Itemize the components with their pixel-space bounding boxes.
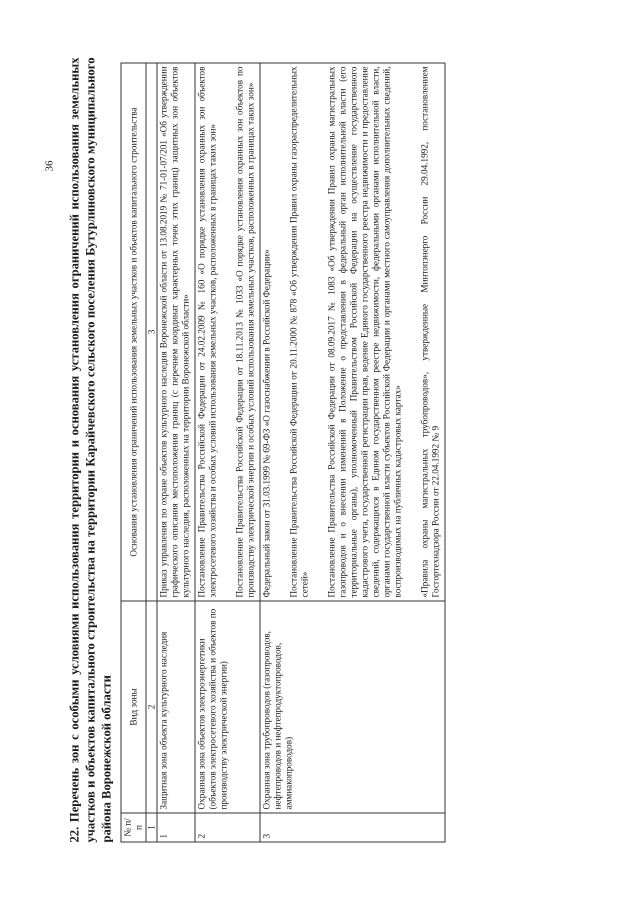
- document-content: [67, 58, 446, 843]
- column-number-row: [146, 63, 157, 842]
- zone-type-cell: Защитная зона объекта культурного наследия: [157, 601, 195, 813]
- basis-paragraph: Федеральный закон от 31.03.1999 № 69-ФЗ «О газоснабжении в Российской Федерации»: [261, 249, 272, 598]
- rotated-page: [1, 0, 640, 905]
- basis-paragraph: Приказ управления по охране объектов культурного наследия Воронежской области от 13.08.2019 № 71-01-07/201 «Об утверждении графического описания местоположения границ (с перечнем координат характерных точек этих границ) защитных зон объектов культурного наследия, расположенных на территории Воронежской области»: [158, 66, 191, 598]
- page-number: 36: [43, 160, 56, 172]
- basis-paragraph: Постановление Правительства Российской Федерации от 24.02.2009 № 160 «О порядке установления охранных зон объектов электросетевого хозяйства и особых условий использования земельных участков, расположенных в границах таких зон»: [196, 66, 218, 598]
- zones-table: [121, 63, 446, 843]
- zone-type-cell: Охранная зона трубопроводов (газопроводов, нефтепроводов и нефтепродуктопроводов, аммиакопроводов): [260, 601, 445, 813]
- document-title: 22. Перечень зон с особыми условиями использования территории и основания установления ограничений использования земельных участков и объектов капитального строительства на территории Карайчевского сельского поселения Бутурлиновского муниципального района Воронежской области: [67, 57, 114, 843]
- table-row: [157, 63, 195, 842]
- row-num: 1: [157, 813, 195, 842]
- basis-paragraph: Постановление Правительства Российской Федерации от 20.11.2000 № 878 «Об утверждении Правил охраны газораспределительных сетей»: [288, 66, 310, 598]
- zone-type-cell: Охранная зона объектов электроэнергетики (объектов электросетевого хозяйства и объектов по производству электрической энергии): [195, 601, 260, 813]
- basis-paragraph: Постановление Правительства Российской Федерации от 08.09.2017 № 1083 «Об утверждении Правил охраны магистральных газопроводов и о внесении изменений в Положение о представлении в федеральный орган исполнительной власти (его территориальные органы), уполномоченный Правительством Российской Федерации на осуществление государственного кадастрового учета, государственной регистрации прав, ведение Единого государственного реестра недвижимости и предоставление сведений, содержащихся в Едином государственном реестре недвижимости, федеральными органами исполнительной власти, органами государственной власти субъектов Российской Федерации и органами местного самоуправления дополнительных сведений, воспроизводимых на публичных кадастровых картах»: [326, 66, 403, 598]
- basis-cell: [157, 63, 195, 601]
- column-number: 3: [146, 63, 157, 601]
- table-row: [195, 63, 260, 842]
- header-basis: Основания установления ограничений использования земельных участков и объектов капитального строительства: [121, 63, 146, 601]
- header-row: [121, 63, 146, 842]
- row-num: 3: [260, 813, 445, 842]
- column-number: 1: [146, 813, 157, 842]
- column-number: 2: [146, 601, 157, 813]
- header-num: № п/п: [121, 813, 146, 842]
- basis-cell: [195, 63, 260, 601]
- header-zone-type: Вид зоны: [121, 601, 146, 813]
- basis-paragraph: Постановление Правительства Российской Федерации от 18.11.2013 № 1033 «О порядке установления охранных зон объектов по производству электрической энергии и особых условий использования земельных участков, расположенных в границах таких зон»: [234, 66, 256, 598]
- basis-paragraph: «Правила охраны магистральных трубопроводов», утвержденные Минтопэнерго России 29.04.1992, постановлением Госгортехнадзора России от 22.04.1992 № 9: [419, 66, 441, 598]
- row-num: 2: [195, 813, 260, 842]
- basis-cell: [260, 63, 445, 601]
- table-row: [260, 63, 445, 842]
